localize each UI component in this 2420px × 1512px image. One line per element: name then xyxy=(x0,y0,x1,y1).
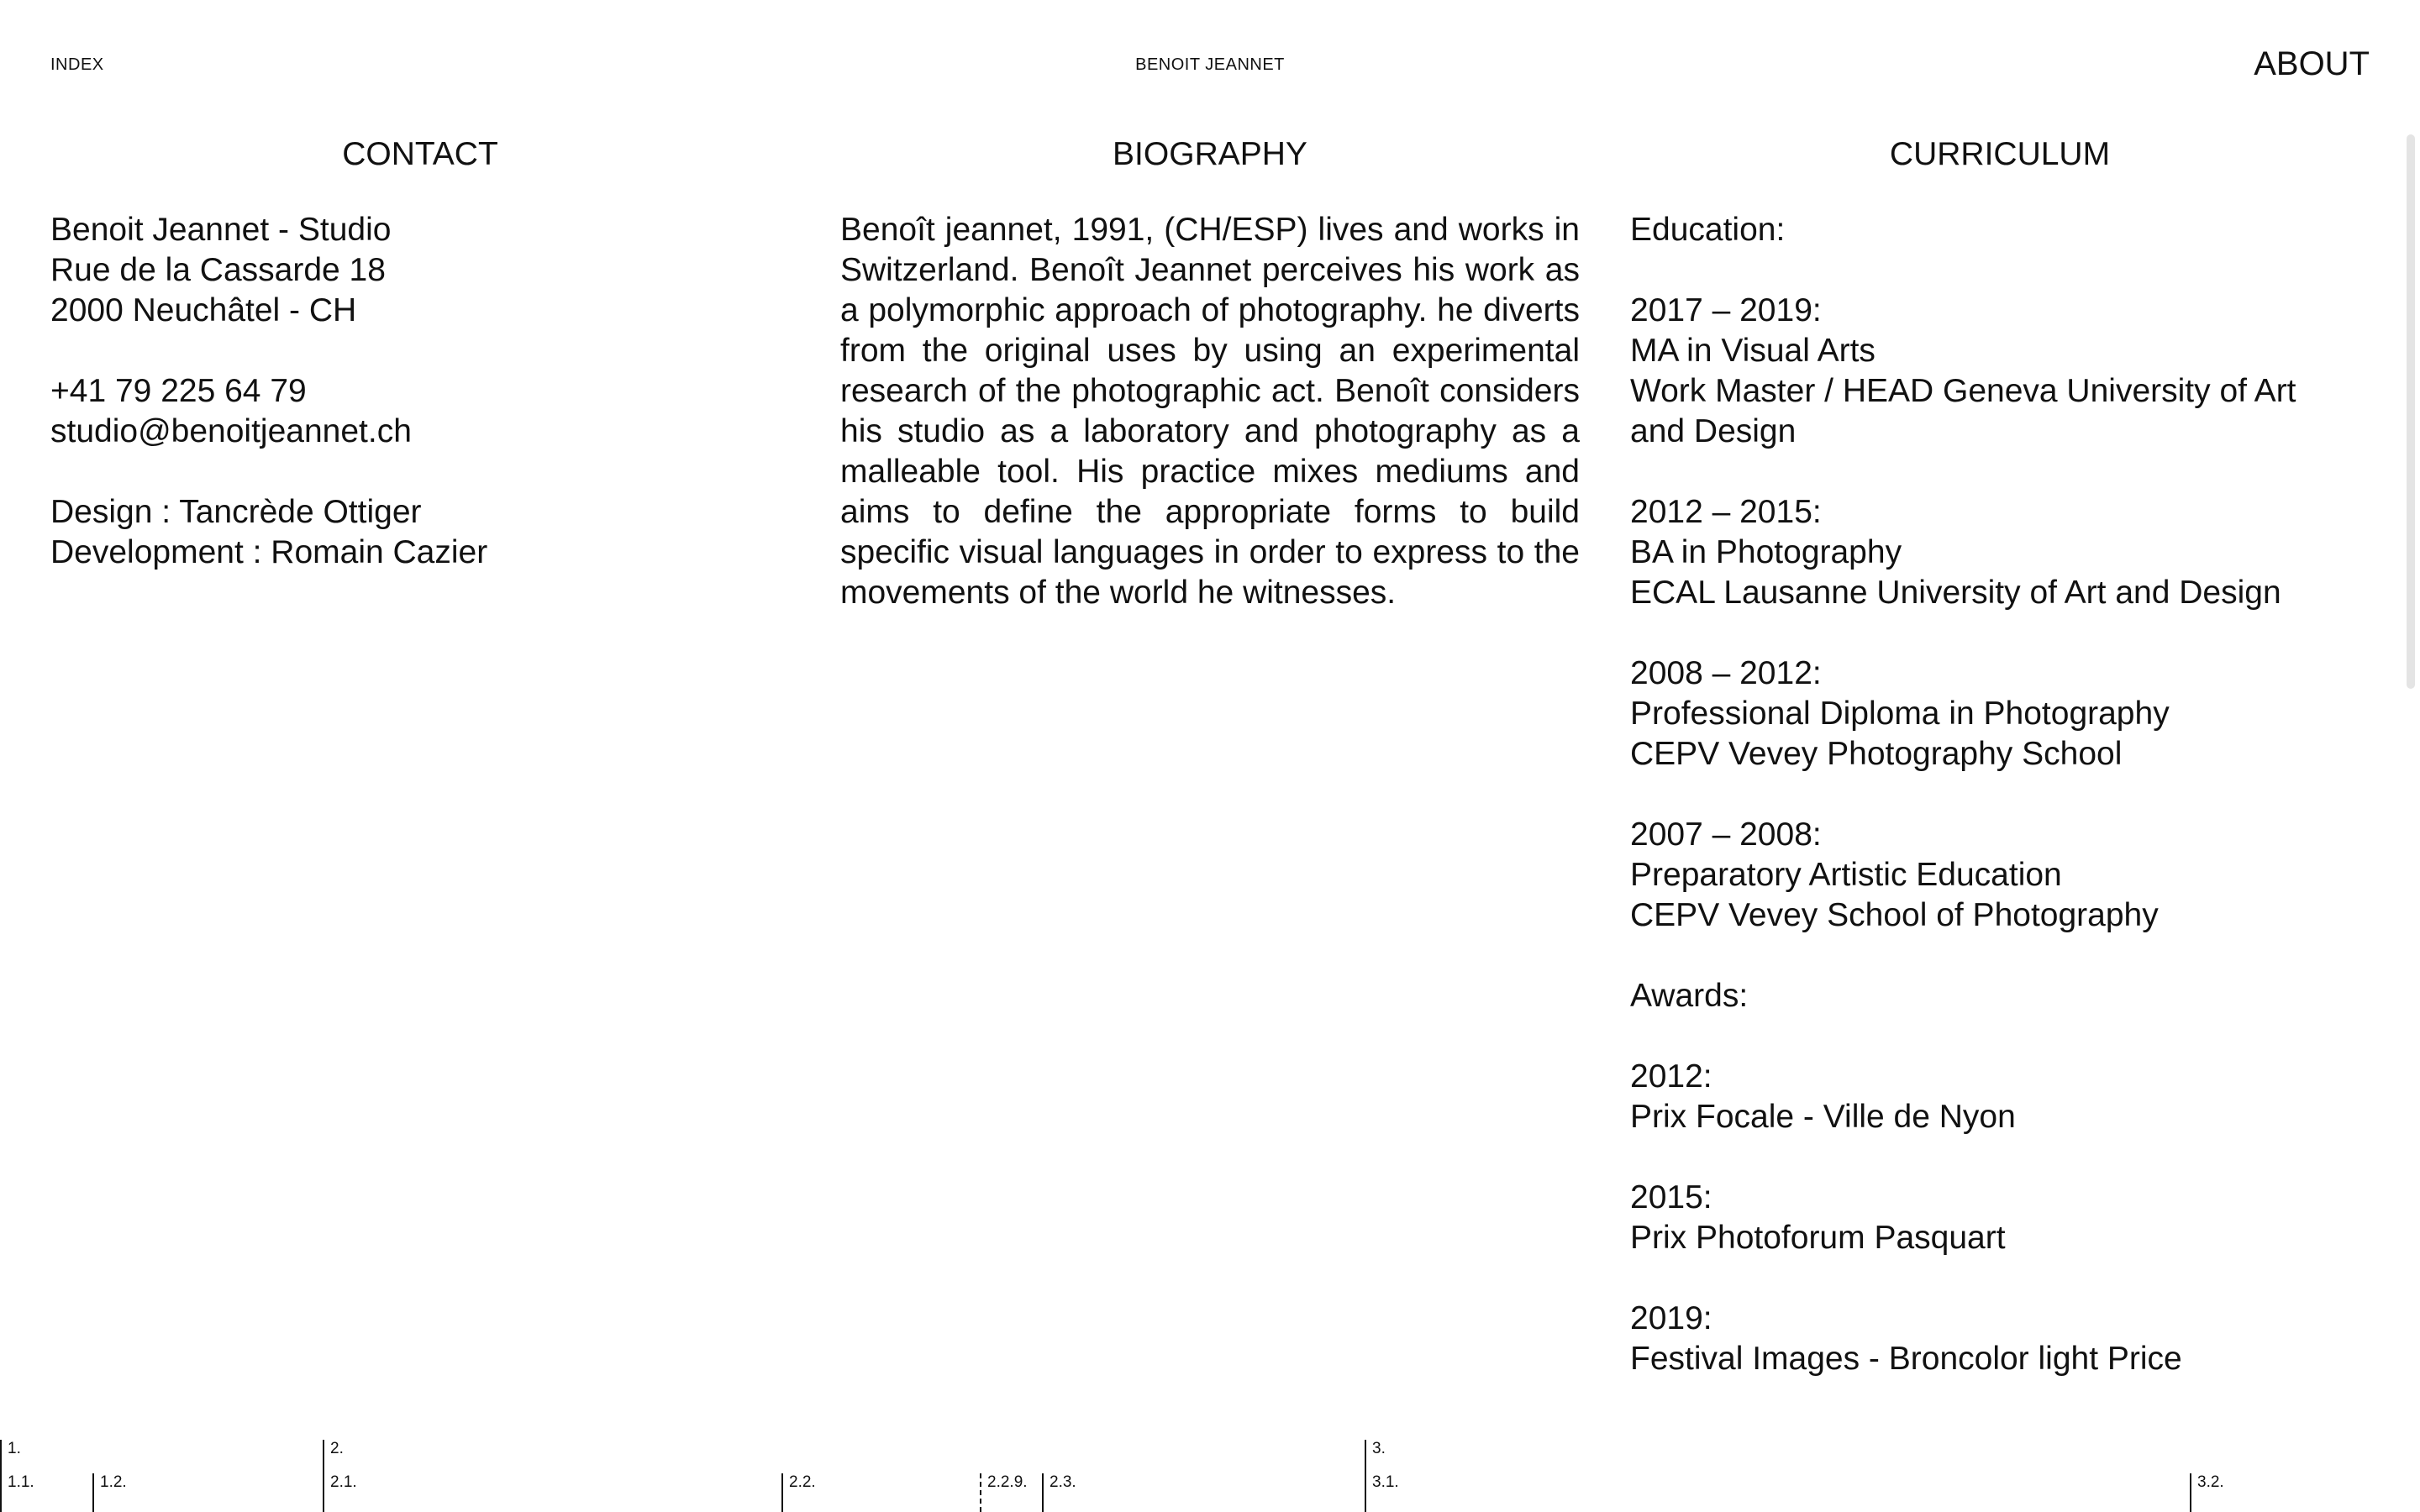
text-line: CEPV Vevey Photography School xyxy=(1630,736,2123,772)
blank-line xyxy=(50,331,790,371)
timeline-item-2-3[interactable]: 2.3. xyxy=(1042,1473,1076,1512)
blank-line xyxy=(1630,1016,2370,1057)
text-line: Rue de la Cassarde 18 xyxy=(50,252,386,288)
contact-column xyxy=(50,131,790,573)
text-line: 2012: xyxy=(1630,1058,1712,1095)
timeline-item-2-2-9[interactable]: 2.2.9. xyxy=(980,1473,1028,1512)
text-line: Work Master / HEAD Geneva University of Art xyxy=(1630,373,2296,409)
contact-body xyxy=(50,210,790,573)
text-line: Education: xyxy=(1630,212,1786,248)
text-line: 2015: xyxy=(1630,1179,1712,1215)
about-link[interactable]: ABOUT xyxy=(2254,45,2370,82)
text-line: 2019: xyxy=(1630,1300,1712,1336)
text-line: ECAL Lausanne University of Art and Design xyxy=(1630,575,2281,611)
biography-text: Benoît jeannet, 1991, (CH/ESP) lives and works in Switzerland. Benoît Jeannet perceives his work as a polymorphic approach of photography. he diverts from the original uses by using an experimental research of the photographic act. Benoît considers his studio as a laboratory and photography as a malleable tool. His practice mixes mediums and aims to define the appropriate forms to build specific visual languages in order to express to the movements of the world he witnesses. xyxy=(840,212,1580,611)
biography-title: BIOGRAPHY xyxy=(1113,136,1307,172)
text-line: 2012 – 2015: xyxy=(1630,494,1822,530)
timeline-section-2[interactable]: 2. xyxy=(323,1440,344,1512)
timeline-item-2-1[interactable]: 2.1. xyxy=(323,1473,357,1512)
contact-title: CONTACT xyxy=(342,136,498,172)
text-line: 2008 – 2012: xyxy=(1630,655,1822,691)
text-line: Prix Focale - Ville de Nyon xyxy=(1630,1099,2016,1135)
index-timeline xyxy=(0,1428,2420,1512)
timeline-item-2-2[interactable]: 2.2. xyxy=(781,1473,816,1512)
index-link[interactable]: INDEX xyxy=(50,55,104,74)
site-title: BENOIT JEANNET xyxy=(1135,55,1285,74)
blank-line xyxy=(1630,936,2370,976)
blank-line xyxy=(1630,613,2370,654)
text-line: 2017 – 2019: xyxy=(1630,292,1822,328)
text-line: Awards: xyxy=(1630,978,1749,1014)
blank-line xyxy=(1630,774,2370,815)
text-line: studio@benoitjeannet.ch xyxy=(50,413,412,449)
text-line: Development : Romain Cazier xyxy=(50,534,488,570)
timeline-item-3-2[interactable]: 3.2. xyxy=(2190,1473,2224,1512)
timeline-item-1-1[interactable]: 1.1. xyxy=(0,1473,34,1512)
text-line: CEPV Vevey School of Photography xyxy=(1630,897,2159,933)
text-line: 2007 – 2008: xyxy=(1630,816,1822,853)
text-line: Festival Images - Broncolor light Price xyxy=(1630,1341,2182,1377)
curriculum-column xyxy=(1630,131,2370,1379)
blank-line xyxy=(1630,452,2370,492)
text-line: 2000 Neuchâtel - CH xyxy=(50,292,357,328)
text-line: Professional Diploma in Photography xyxy=(1630,696,2170,732)
blank-line xyxy=(1630,1137,2370,1178)
text-line: BA in Photography xyxy=(1630,534,1902,570)
text-line: +41 79 225 64 79 xyxy=(50,373,307,409)
scrollbar-thumb[interactable] xyxy=(2407,134,2415,689)
text-line: MA in Visual Arts xyxy=(1630,333,1876,369)
timeline-item-3-1[interactable]: 3.1. xyxy=(1365,1473,1399,1512)
curriculum-title: CURRICULUM xyxy=(1889,136,2111,172)
timeline-section-1[interactable]: 1. xyxy=(0,1440,21,1512)
text-line: Design : Tancrède Ottiger xyxy=(50,494,422,530)
scrollbar[interactable] xyxy=(2407,134,2417,689)
curriculum-body xyxy=(1630,210,2370,1379)
text-line: Prix Photoforum Pasquart xyxy=(1630,1220,2006,1256)
blank-line xyxy=(1630,1258,2370,1299)
text-line: and Design xyxy=(1630,413,1797,449)
timeline-section-3[interactable]: 3. xyxy=(1365,1440,1386,1512)
blank-line xyxy=(1630,250,2370,291)
blank-line xyxy=(50,452,790,492)
biography-column xyxy=(840,131,1580,613)
text-line: Preparatory Artistic Education xyxy=(1630,857,2062,893)
timeline-item-1-2[interactable]: 1.2. xyxy=(92,1473,127,1512)
text-line: Benoit Jeannet - Studio xyxy=(50,212,392,248)
